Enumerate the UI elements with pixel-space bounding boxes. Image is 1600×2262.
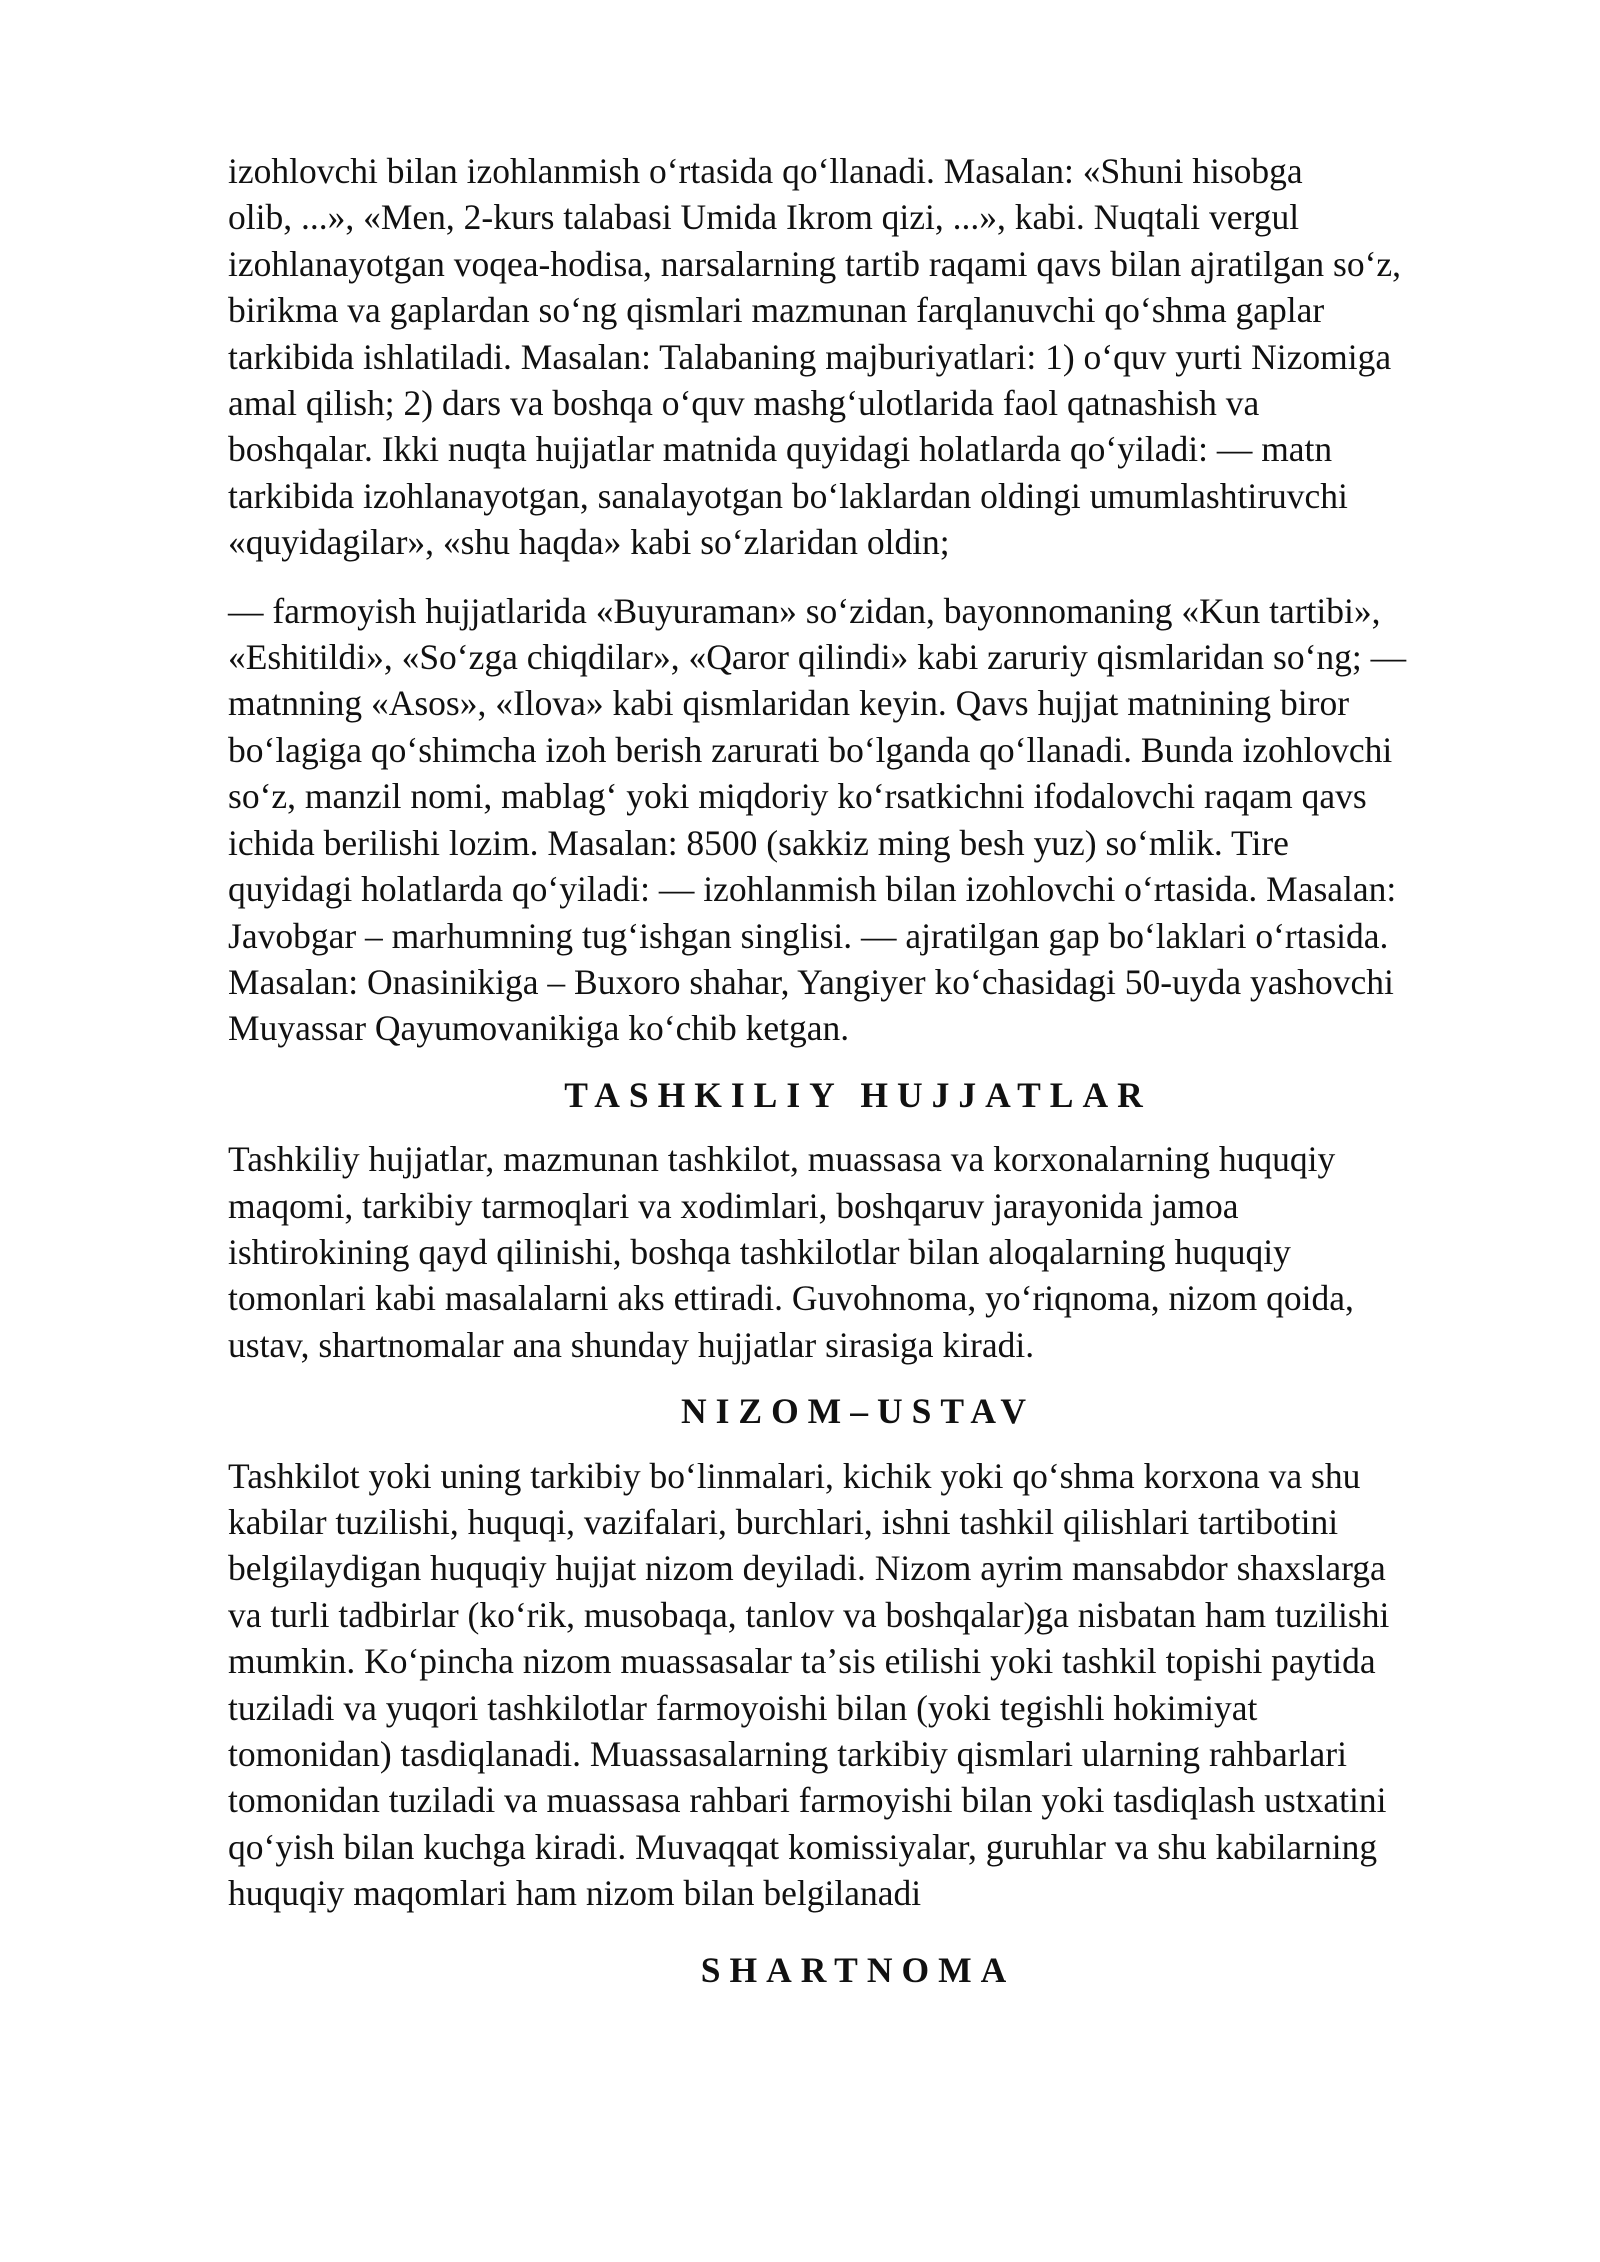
text-line: va turli tadbirlar (koʻrik, musobaqa, tanlov va boshqalar)ga nisbatan ham tuzilishi: [228, 1594, 1390, 1635]
text-line: matnning «Asos», «Ilova» kabi qismlaridan keyin. Qavs hujjat matnining biror: [228, 683, 1350, 724]
text-line: tarkibida izohlanayotgan, sanalayotgan boʻlaklardan oldingi umumlashtiruvchi: [228, 475, 1348, 516]
text-line: amal qilish; 2) dars va boshqa oʻquv mashgʻulotlarida faol qatnashish va: [228, 383, 1260, 424]
paragraph-tashkiliy-hujjatlar: [228, 1136, 1488, 1368]
text-line: tomonidan) tasdiqlanadi. Muassasalarning tarkibiy qismlari ularning rahbarlari: [228, 1734, 1347, 1774]
text-line: izohlanayotgan voqea-hodisa, narsalarning tartib raqami qavs bilan ajratilgan soʻz,: [228, 243, 1402, 284]
text-line: maqomi, tarkibiy tarmoqlari va xodimlari, boshqaruv jarayonida jamoa: [228, 1185, 1239, 1226]
paragraph-colon-dash-rules: [228, 588, 1488, 1052]
paragraph-nizom-ustav: [228, 1453, 1488, 1917]
text-line: «quyidagilar», «shu haqda» kabi soʻzlaridan oldin;: [228, 522, 950, 563]
text-line: tomonidan tuziladi va muassasa rahbari farmoyishi bilan yoki tasdiqlash ustxatini: [228, 1780, 1387, 1821]
text-line: tuziladi va yuqori tashkilotlar farmoyoishi bilan (yoki tegishli hokimiyat: [228, 1687, 1258, 1728]
text-line: ichida berilishi lozim. Masalan: 8500 (sakkiz ming besh yuz) soʻmlik. Tire: [228, 822, 1289, 863]
section-heading-nizom-ustav: NIZOM–USTAV: [680, 1391, 1036, 1432]
text-line: kabilar tuzilishi, huquqi, vazifalari, burchlari, ishni tashkil qilishlari tartibotini: [228, 1501, 1339, 1542]
text-line: ishtirokining qayd qilinishi, boshqa tashkilotlar bilan aloqalarning huquqiy: [228, 1231, 1291, 1272]
paragraph-punctuation-rules: [228, 148, 1488, 566]
text-line: tomonlari kabi masalalarni aks ettiradi. Guvohnoma, yoʻriqnoma, nizom qoida,: [228, 1278, 1354, 1319]
text-line: Tashkilot yoki uning tarkibiy boʻlinmalari, kichik yoki qoʻshma korxona va shu: [228, 1455, 1361, 1496]
text-line: soʻz, manzil nomi, mablagʻ yoki miqdoriy koʻrsatkichni ifodalovchi raqam qavs: [228, 776, 1367, 817]
text-line: ustav, shartnomalar ana shunday hujjatlar sirasiga kiradi.: [228, 1324, 1035, 1365]
text-line: tarkibida ishlatiladi. Masalan: Talabaning majburiyatlari: 1) oʻquv yurti Nizomiga: [228, 336, 1392, 377]
section-heading-shartnoma: SHARTNOMA: [700, 1949, 1016, 1990]
text-line: belgilaydigan huquqiy hujjat nizom deyiladi. Nizom ayrim mansabdor shaxslarga: [228, 1548, 1386, 1589]
text-line: Muyassar Qayumovanikiga koʻchib ketgan.: [228, 1008, 850, 1049]
text-line: boʻlagiga qoʻshimcha izoh berish zarurati boʻlganda qoʻllanadi. Bunda izohlovchi: [228, 729, 1393, 770]
text-line: Tashkiliy hujjatlar, mazmunan tashkilot, muassasa va korxonalarning huquqiy: [228, 1139, 1336, 1180]
text-line: huquqiy maqomlari ham nizom bilan belgilanadi: [228, 1873, 922, 1914]
text-line: izohlovchi bilan izohlanmish oʻrtasida qoʻllanadi. Masalan: «Shuni hisobga: [228, 151, 1303, 191]
text-line: olib, ...», «Men, 2-kurs talabasi Umida Ikrom qizi, ...», kabi. Nuqtali vergul: [228, 197, 1300, 238]
section-heading-tashkiliy-hujjatlar: TASHKILIY HUJJATLAR: [564, 1074, 1152, 1115]
text-line: boshqalar. Ikki nuqta hujjatlar matnida quyidagi holatlarda qoʻyiladi: — matn: [228, 429, 1333, 470]
text-line: mumkin. Koʻpincha nizom muassasalar taʼsis etilishi yoki tashkil topishi paytida: [228, 1641, 1376, 1682]
text-line: qoʻyish bilan kuchga kiradi. Muvaqqat komissiyalar, guruhlar va shu kabilarning: [228, 1826, 1378, 1867]
text-line: — farmoyish hujjatlarida «Buyuraman» soʻzidan, bayonnomaning «Kun tartibi»,: [228, 590, 1381, 631]
text-line: «Eshitildi», «Soʻzga chiqdilar», «Qaror qilindi» kabi zaruriy qismlaridan soʻng; —: [228, 637, 1407, 678]
document-page: [228, 148, 1488, 1993]
text-line: Javobgar – marhumning tugʻishgan singlisi. — ajratilgan gap boʻlaklari oʻrtasida.: [228, 915, 1389, 956]
text-line: quyidagi holatlarda qoʻyiladi: — izohlanmish bilan izohlovchi oʻrtasida. Masalan:: [228, 869, 1397, 910]
text-line: Masalan: Onasinikiga – Buxoro shahar, Yangiyer koʻchasidagi 50-uyda yashovchi: [228, 961, 1394, 1002]
text-line: birikma va gaplardan soʻng qismlari mazmunan farqlanuvchi qoʻshma gaplar: [228, 290, 1325, 331]
